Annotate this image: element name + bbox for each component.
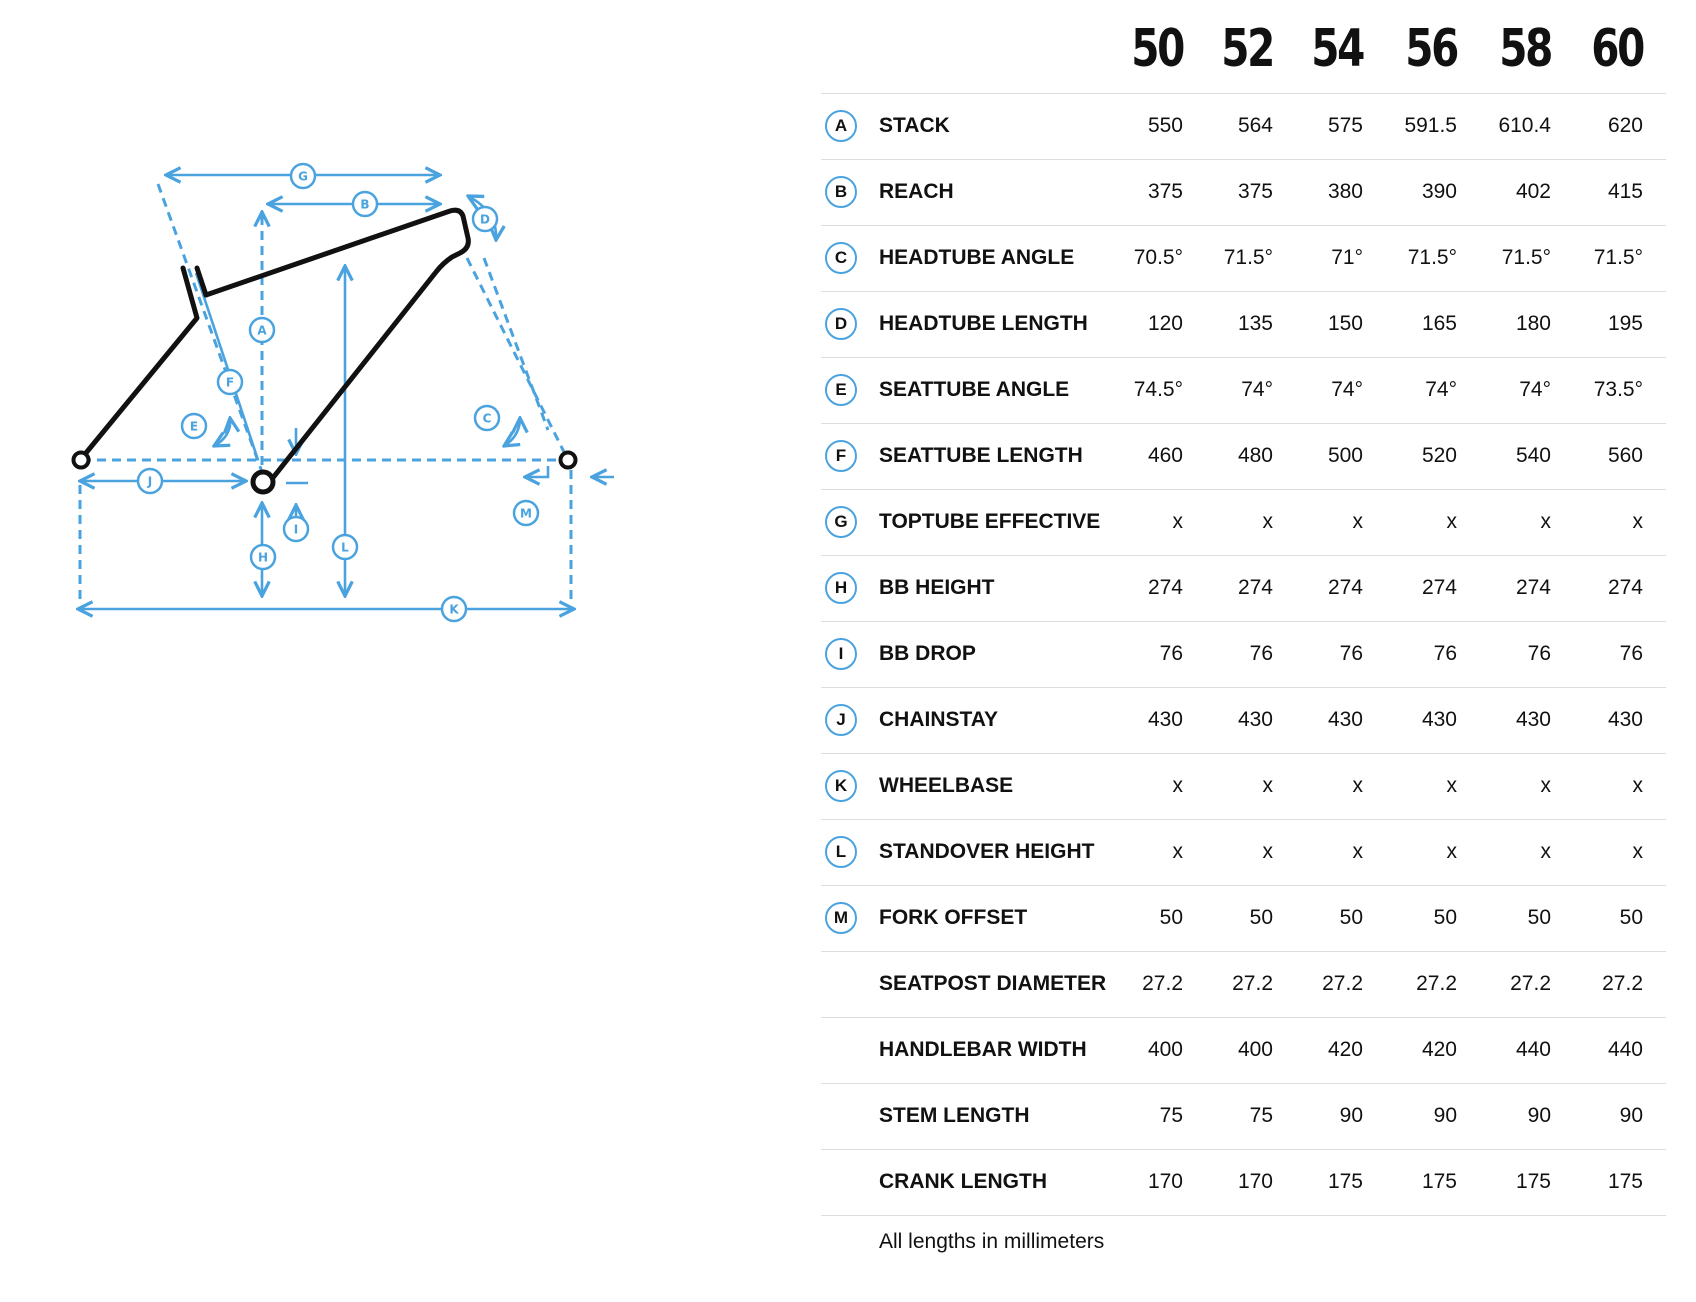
table-cell: 564 <box>1237 114 1273 137</box>
table-row <box>821 490 1666 556</box>
table-cell: 135 <box>1237 312 1273 335</box>
row-label: WHEELBASE <box>879 774 1014 797</box>
table-cell: 75 <box>1159 1104 1183 1127</box>
table-cell: 27.2 <box>1416 972 1457 995</box>
table-cell: 27.2 <box>1232 972 1273 995</box>
table-cell: 74° <box>1425 378 1457 401</box>
row-badge: L <box>825 836 857 868</box>
table-row <box>821 160 1666 226</box>
row-label: TOPTUBE EFFECTIVE <box>879 510 1101 533</box>
table-cell: 71.5° <box>1501 246 1551 269</box>
size-column-header: 60 <box>1591 19 1643 79</box>
badge-c-label: C <box>482 411 492 426</box>
table-cell: x <box>1352 510 1363 533</box>
table-cell: 27.2 <box>1322 972 1363 995</box>
row-badge: M <box>825 902 857 934</box>
row-badge: J <box>825 704 857 736</box>
row-badge: G <box>825 506 857 538</box>
table-cell: 71.5° <box>1223 246 1273 269</box>
dashed-reference-lines <box>80 184 571 600</box>
size-column-header: 52 <box>1221 19 1273 79</box>
table-cell: 274 <box>1421 576 1457 599</box>
table-cell: 170 <box>1147 1170 1183 1193</box>
row-label: HANDLEBAR WIDTH <box>879 1038 1087 1061</box>
badge-f-label: F <box>225 375 235 390</box>
table-cell: 400 <box>1147 1038 1183 1061</box>
table-cell: 180 <box>1515 312 1551 335</box>
table-cell: 90 <box>1527 1104 1551 1127</box>
table-cell: 195 <box>1607 312 1643 335</box>
table-cell: 71.5° <box>1407 246 1457 269</box>
table-cell: 150 <box>1327 312 1363 335</box>
table-row <box>821 424 1666 490</box>
table-row <box>821 94 1666 160</box>
bike-frame <box>81 210 468 484</box>
badge-a-label: A <box>257 323 267 338</box>
row-label: REACH <box>879 180 954 203</box>
table-cell: 520 <box>1421 444 1457 467</box>
badge-g-label: G <box>298 169 308 184</box>
table-row <box>821 622 1666 688</box>
badge-i <box>284 517 308 541</box>
badge-e <box>182 414 206 438</box>
row-badge: A <box>825 110 857 142</box>
badge-b <box>353 192 377 216</box>
table-cell: x <box>1262 510 1273 533</box>
table-cell: 175 <box>1515 1170 1551 1193</box>
table-row <box>821 1018 1666 1084</box>
size-column-header: 50 <box>1131 19 1183 79</box>
table-cell: 430 <box>1327 708 1363 731</box>
table-cell: 74° <box>1519 378 1551 401</box>
table-cell: x <box>1446 774 1457 797</box>
badge-e-label: E <box>189 419 199 434</box>
table-cell: 430 <box>1421 708 1457 731</box>
badge-k-label: K <box>449 602 459 617</box>
table-row <box>821 292 1666 358</box>
size-column-header: 58 <box>1499 19 1551 79</box>
table-cell: x <box>1172 774 1183 797</box>
table-cell: 375 <box>1237 180 1273 203</box>
size-header-row <box>821 0 1666 94</box>
row-label: STANDOVER HEIGHT <box>879 840 1095 863</box>
table-cell: 71° <box>1331 246 1363 269</box>
table-cell: 550 <box>1147 114 1183 137</box>
table-cell: x <box>1262 774 1273 797</box>
row-label: HEADTUBE ANGLE <box>879 246 1075 269</box>
table-cell: 74° <box>1331 378 1363 401</box>
row-badge: B <box>825 176 857 208</box>
table-cell: 120 <box>1147 312 1183 335</box>
row-label: BB HEIGHT <box>879 576 995 599</box>
table-cell: 27.2 <box>1602 972 1643 995</box>
badge-l <box>333 535 357 559</box>
table-cell: x <box>1540 774 1551 797</box>
table-cell: x <box>1352 774 1363 797</box>
table-cell: 420 <box>1421 1038 1457 1061</box>
size-column-header: 56 <box>1405 19 1457 79</box>
table-cell: 500 <box>1327 444 1363 467</box>
table-cell: 175 <box>1421 1170 1457 1193</box>
table-cell: 540 <box>1515 444 1551 467</box>
table-cell: 76 <box>1249 642 1273 665</box>
table-cell: 50 <box>1249 906 1273 929</box>
row-label: SEATTUBE LENGTH <box>879 444 1083 467</box>
rear-axle <box>74 453 89 468</box>
table-cell: 380 <box>1327 180 1363 203</box>
table-cell: 460 <box>1147 444 1183 467</box>
row-label: SEATPOST DIAMETER <box>879 972 1107 995</box>
geometry-table <box>821 0 1666 1216</box>
table-cell: 480 <box>1237 444 1273 467</box>
row-badge: C <box>825 242 857 274</box>
table-cell: 75 <box>1249 1104 1273 1127</box>
badge-k <box>442 597 466 621</box>
row-label: STEM LENGTH <box>879 1104 1030 1127</box>
table-cell: 430 <box>1147 708 1183 731</box>
table-cell: x <box>1446 510 1457 533</box>
table-cell: 440 <box>1607 1038 1643 1061</box>
table-cell: 70.5° <box>1133 246 1183 269</box>
table-cell: 90 <box>1433 1104 1457 1127</box>
row-badge: I <box>825 638 857 670</box>
table-cell: 390 <box>1421 180 1457 203</box>
badge-d <box>473 207 497 231</box>
table-cell: 274 <box>1147 576 1183 599</box>
table-row <box>821 952 1666 1018</box>
badge-a <box>250 318 274 342</box>
table-cell: x <box>1540 510 1551 533</box>
table-cell: 175 <box>1607 1170 1643 1193</box>
row-label: FORK OFFSET <box>879 906 1028 929</box>
table-cell: 50 <box>1619 906 1643 929</box>
table-cell: x <box>1632 510 1643 533</box>
badge-l-label: L <box>341 540 349 555</box>
table-cell: 71.5° <box>1593 246 1643 269</box>
badge-i-label: I <box>293 522 299 537</box>
table-cell: x <box>1172 510 1183 533</box>
table-cell: 90 <box>1339 1104 1363 1127</box>
table-cell: 440 <box>1515 1038 1551 1061</box>
table-cell: 620 <box>1607 114 1643 137</box>
table-cell: 575 <box>1327 114 1363 137</box>
badge-h <box>251 545 275 569</box>
table-row <box>821 1084 1666 1150</box>
footer-note: All lengths in millimeters <box>879 1230 1105 1253</box>
table-row <box>821 688 1666 754</box>
badge-g <box>291 164 315 188</box>
table-cell: 50 <box>1339 906 1363 929</box>
table-cell: 610.4 <box>1498 114 1551 137</box>
table-row <box>821 754 1666 820</box>
badge-j-label: J <box>147 474 153 489</box>
table-cell: 274 <box>1607 576 1643 599</box>
table-cell: 274 <box>1237 576 1273 599</box>
table-cell: 430 <box>1237 708 1273 731</box>
row-label: CHAINSTAY <box>879 708 999 731</box>
table-cell: 50 <box>1159 906 1183 929</box>
table-cell: 375 <box>1147 180 1183 203</box>
bottom-bracket <box>253 472 273 492</box>
table-cell: 27.2 <box>1142 972 1183 995</box>
badge-d-label: D <box>480 212 490 227</box>
table-cell: 90 <box>1619 1104 1643 1127</box>
table-cell: 27.2 <box>1510 972 1551 995</box>
table-cell: 420 <box>1327 1038 1363 1061</box>
table-row <box>821 556 1666 622</box>
row-label: SEATTUBE ANGLE <box>879 378 1070 401</box>
table-row <box>821 226 1666 292</box>
table-row <box>821 358 1666 424</box>
bike-geometry-diagram <box>0 0 660 700</box>
table-cell: x <box>1632 840 1643 863</box>
row-label: CRANK LENGTH <box>879 1170 1047 1193</box>
table-cell: 170 <box>1237 1170 1273 1193</box>
table-cell: 175 <box>1327 1170 1363 1193</box>
geometry-rows <box>821 94 1666 1216</box>
size-column-header: 54 <box>1311 19 1363 79</box>
table-cell: 560 <box>1607 444 1643 467</box>
table-row <box>821 1150 1666 1216</box>
row-badge: K <box>825 770 857 802</box>
front-axle <box>561 453 576 468</box>
badge-f <box>218 370 242 394</box>
table-cell: 430 <box>1515 708 1551 731</box>
row-badge: D <box>825 308 857 340</box>
badge-m-label: M <box>520 506 532 521</box>
badge-m <box>514 501 538 525</box>
row-label: BB DROP <box>879 642 976 665</box>
table-cell: x <box>1352 840 1363 863</box>
table-cell: x <box>1632 774 1643 797</box>
table-row <box>821 886 1666 952</box>
table-cell: x <box>1540 840 1551 863</box>
row-label: HEADTUBE LENGTH <box>879 312 1088 335</box>
row-badge: E <box>825 374 857 406</box>
badge-j <box>138 469 162 493</box>
table-cell: 274 <box>1327 576 1363 599</box>
table-cell: x <box>1172 840 1183 863</box>
table-cell: 430 <box>1607 708 1643 731</box>
table-cell: 76 <box>1339 642 1363 665</box>
table-cell: 400 <box>1237 1038 1273 1061</box>
table-cell: 76 <box>1159 642 1183 665</box>
table-cell: 74.5° <box>1133 378 1183 401</box>
table-cell: 165 <box>1421 312 1457 335</box>
table-cell: 274 <box>1515 576 1551 599</box>
table-cell: 402 <box>1515 180 1551 203</box>
table-cell: 415 <box>1607 180 1643 203</box>
badge-h-label: H <box>257 550 269 565</box>
row-label: STACK <box>879 114 950 137</box>
table-cell: 50 <box>1433 906 1457 929</box>
table-cell: x <box>1262 840 1273 863</box>
table-cell: 591.5 <box>1404 114 1457 137</box>
table-cell: 74° <box>1241 378 1273 401</box>
table-cell: 73.5° <box>1593 378 1643 401</box>
table-cell: 76 <box>1619 642 1643 665</box>
table-row <box>821 820 1666 886</box>
table-cell: x <box>1446 840 1457 863</box>
badge-c <box>475 406 499 430</box>
table-cell: 50 <box>1527 906 1551 929</box>
table-cell: 76 <box>1527 642 1551 665</box>
row-badge: H <box>825 572 857 604</box>
row-badge: F <box>825 440 857 472</box>
badge-b-label: B <box>360 197 370 212</box>
table-cell: 76 <box>1433 642 1457 665</box>
